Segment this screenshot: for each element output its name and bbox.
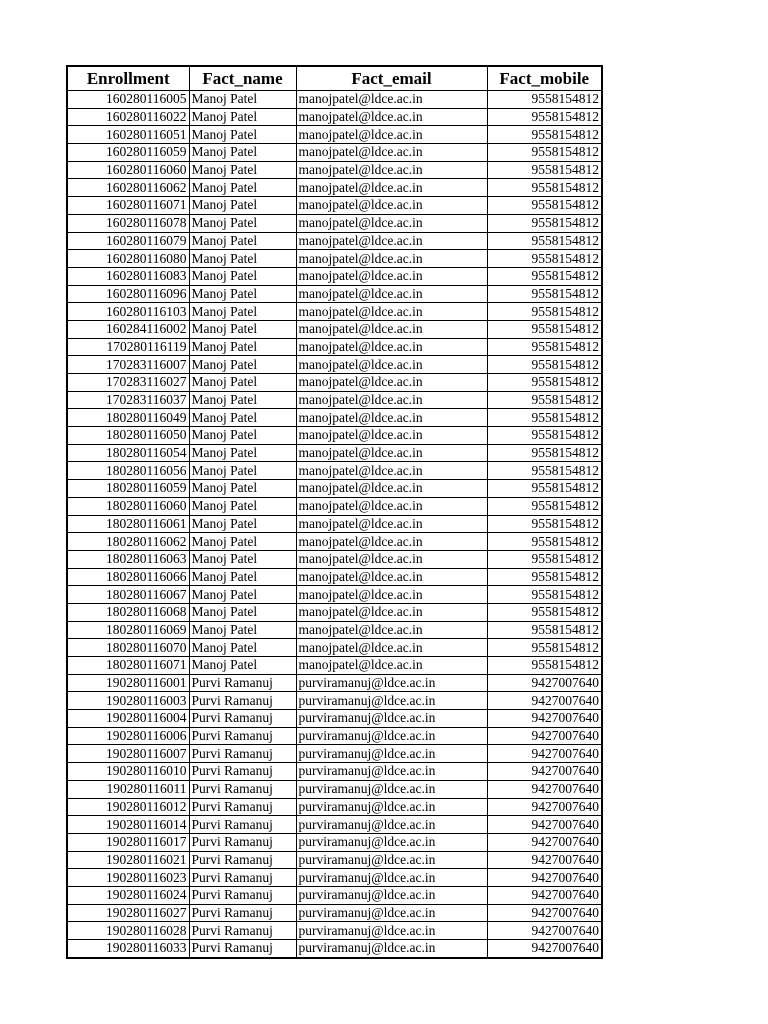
enrollment-cell: 160280116079 — [67, 232, 189, 250]
table-row — [67, 391, 602, 409]
fact-email-cell: manojpatel@ldce.ac.in — [296, 197, 487, 215]
table-row — [67, 869, 602, 887]
fact-mobile-cell: 9427007640 — [487, 869, 602, 887]
table-row — [67, 232, 602, 250]
table-row — [67, 922, 602, 940]
fact-name-cell: Purvi Ramanuj — [189, 816, 296, 834]
enrollment-cell: 160280116080 — [67, 250, 189, 268]
fact-mobile-cell: 9558154812 — [487, 126, 602, 144]
fact-name-cell: Purvi Ramanuj — [189, 904, 296, 922]
fact-mobile-cell: 9558154812 — [487, 639, 602, 657]
fact-name-cell: Manoj Patel — [189, 250, 296, 268]
enrollment-cell: 190280116004 — [67, 710, 189, 728]
fact-email-cell: manojpatel@ldce.ac.in — [296, 303, 487, 321]
fact-name-cell: Manoj Patel — [189, 303, 296, 321]
enrollment-cell: 190280116003 — [67, 692, 189, 710]
enrollment-cell: 190280116027 — [67, 904, 189, 922]
enrollment-cell: 170283116037 — [67, 391, 189, 409]
fact-name-cell: Manoj Patel — [189, 285, 296, 303]
fact-email-cell: manojpatel@ldce.ac.in — [296, 462, 487, 480]
fact-mobile-cell: 9558154812 — [487, 179, 602, 197]
fact-name-cell: Manoj Patel — [189, 603, 296, 621]
table-row — [67, 267, 602, 285]
table-row — [67, 816, 602, 834]
table-row — [67, 497, 602, 515]
enrollment-cell: 170283116007 — [67, 356, 189, 374]
faculty-table — [66, 65, 603, 959]
fact-email-cell: purviramanuj@ldce.ac.in — [296, 780, 487, 798]
enrollment-cell: 180280116069 — [67, 621, 189, 639]
enrollment-cell: 180280116062 — [67, 533, 189, 551]
fact-email-cell: manojpatel@ldce.ac.in — [296, 497, 487, 515]
table-row — [67, 161, 602, 179]
fact-email-cell: purviramanuj@ldce.ac.in — [296, 869, 487, 887]
table-row — [67, 409, 602, 427]
enrollment-cell: 190280116021 — [67, 851, 189, 869]
table-row — [67, 550, 602, 568]
enrollment-cell: 180280116056 — [67, 462, 189, 480]
table-row — [67, 462, 602, 480]
fact-name-cell: Manoj Patel — [189, 108, 296, 126]
table-row — [67, 338, 602, 356]
fact-mobile-cell: 9427007640 — [487, 745, 602, 763]
enrollment-cell: 160280116005 — [67, 91, 189, 109]
fact-name-cell: Manoj Patel — [189, 91, 296, 109]
fact-mobile-cell: 9427007640 — [487, 833, 602, 851]
fact-name-cell: Manoj Patel — [189, 267, 296, 285]
fact-mobile-cell: 9427007640 — [487, 780, 602, 798]
enrollment-cell: 190280116033 — [67, 940, 189, 958]
table-body — [67, 91, 602, 958]
enrollment-cell: 160280116103 — [67, 303, 189, 321]
enrollment-cell: 160280116059 — [67, 144, 189, 162]
fact-mobile-cell: 9427007640 — [487, 692, 602, 710]
fact-mobile-cell: 9558154812 — [487, 232, 602, 250]
fact-mobile-cell: 9558154812 — [487, 161, 602, 179]
fact-mobile-cell: 9558154812 — [487, 480, 602, 498]
fact-email-cell: manojpatel@ldce.ac.in — [296, 320, 487, 338]
table-row — [67, 904, 602, 922]
fact-mobile-cell: 9558154812 — [487, 497, 602, 515]
fact-mobile-cell: 9427007640 — [487, 816, 602, 834]
fact-email-cell: manojpatel@ldce.ac.in — [296, 409, 487, 427]
fact-name-cell: Manoj Patel — [189, 214, 296, 232]
fact-mobile-cell: 9558154812 — [487, 285, 602, 303]
fact-email-cell: manojpatel@ldce.ac.in — [296, 657, 487, 675]
fact-mobile-cell: 9427007640 — [487, 727, 602, 745]
fact-name-cell: Purvi Ramanuj — [189, 940, 296, 958]
fact-mobile-cell: 9558154812 — [487, 515, 602, 533]
enrollment-cell: 190280116011 — [67, 780, 189, 798]
table-row — [67, 197, 602, 215]
header-row — [67, 66, 602, 91]
fact-name-cell: Manoj Patel — [189, 144, 296, 162]
fact-email-cell: manojpatel@ldce.ac.in — [296, 267, 487, 285]
table-row — [67, 940, 602, 958]
fact-mobile-cell: 9427007640 — [487, 904, 602, 922]
fact-mobile-cell: 9558154812 — [487, 144, 602, 162]
fact-email-cell: manojpatel@ldce.ac.in — [296, 126, 487, 144]
table-row — [67, 480, 602, 498]
fact-email-cell: manojpatel@ldce.ac.in — [296, 550, 487, 568]
fact-mobile-cell: 9558154812 — [487, 356, 602, 374]
enrollment-cell: 160280116096 — [67, 285, 189, 303]
enrollment-cell: 160284116002 — [67, 320, 189, 338]
fact-mobile-cell: 9558154812 — [487, 657, 602, 675]
enrollment-cell: 190280116006 — [67, 727, 189, 745]
table-row — [67, 621, 602, 639]
fact-name-cell: Purvi Ramanuj — [189, 763, 296, 781]
header-fact-email: Fact_email — [296, 66, 487, 91]
table-row — [67, 674, 602, 692]
enrollment-cell: 160280116022 — [67, 108, 189, 126]
enrollment-cell: 180280116049 — [67, 409, 189, 427]
enrollment-cell: 190280116014 — [67, 816, 189, 834]
header-fact-name: Fact_name — [189, 66, 296, 91]
fact-name-cell: Purvi Ramanuj — [189, 780, 296, 798]
enrollment-cell: 190280116024 — [67, 886, 189, 904]
fact-email-cell: manojpatel@ldce.ac.in — [296, 480, 487, 498]
table-row — [67, 214, 602, 232]
fact-name-cell: Manoj Patel — [189, 462, 296, 480]
fact-email-cell: manojpatel@ldce.ac.in — [296, 161, 487, 179]
fact-email-cell: manojpatel@ldce.ac.in — [296, 108, 487, 126]
fact-mobile-cell: 9558154812 — [487, 586, 602, 604]
fact-email-cell: manojpatel@ldce.ac.in — [296, 144, 487, 162]
fact-name-cell: Purvi Ramanuj — [189, 727, 296, 745]
fact-email-cell: purviramanuj@ldce.ac.in — [296, 674, 487, 692]
table-row — [67, 833, 602, 851]
fact-email-cell: manojpatel@ldce.ac.in — [296, 391, 487, 409]
enrollment-cell: 160280116062 — [67, 179, 189, 197]
fact-name-cell: Manoj Patel — [189, 179, 296, 197]
table-row — [67, 763, 602, 781]
table-row — [67, 126, 602, 144]
fact-name-cell: Manoj Patel — [189, 497, 296, 515]
fact-mobile-cell: 9558154812 — [487, 338, 602, 356]
table-row — [67, 179, 602, 197]
table-row — [67, 639, 602, 657]
fact-name-cell: Purvi Ramanuj — [189, 692, 296, 710]
fact-email-cell: manojpatel@ldce.ac.in — [296, 515, 487, 533]
table-row — [67, 586, 602, 604]
enrollment-cell: 190280116017 — [67, 833, 189, 851]
fact-email-cell: manojpatel@ldce.ac.in — [296, 444, 487, 462]
fact-email-cell: manojpatel@ldce.ac.in — [296, 250, 487, 268]
table-row — [67, 657, 602, 675]
fact-email-cell: manojpatel@ldce.ac.in — [296, 338, 487, 356]
fact-mobile-cell: 9558154812 — [487, 568, 602, 586]
fact-email-cell: manojpatel@ldce.ac.in — [296, 374, 487, 392]
fact-mobile-cell: 9427007640 — [487, 798, 602, 816]
fact-mobile-cell: 9558154812 — [487, 462, 602, 480]
fact-name-cell: Manoj Patel — [189, 391, 296, 409]
fact-email-cell: purviramanuj@ldce.ac.in — [296, 886, 487, 904]
fact-name-cell: Purvi Ramanuj — [189, 674, 296, 692]
fact-mobile-cell: 9558154812 — [487, 374, 602, 392]
fact-mobile-cell: 9558154812 — [487, 444, 602, 462]
fact-email-cell: purviramanuj@ldce.ac.in — [296, 851, 487, 869]
enrollment-cell: 190280116007 — [67, 745, 189, 763]
enrollment-cell: 160280116083 — [67, 267, 189, 285]
fact-name-cell: Purvi Ramanuj — [189, 798, 296, 816]
fact-email-cell: manojpatel@ldce.ac.in — [296, 356, 487, 374]
fact-email-cell: manojpatel@ldce.ac.in — [296, 232, 487, 250]
fact-mobile-cell: 9558154812 — [487, 603, 602, 621]
table-row — [67, 320, 602, 338]
fact-mobile-cell: 9558154812 — [487, 550, 602, 568]
enrollment-cell: 190280116001 — [67, 674, 189, 692]
fact-email-cell: manojpatel@ldce.ac.in — [296, 285, 487, 303]
fact-name-cell: Manoj Patel — [189, 197, 296, 215]
table-row — [67, 250, 602, 268]
header-fact-mobile: Fact_mobile — [487, 66, 602, 91]
fact-name-cell: Manoj Patel — [189, 480, 296, 498]
fact-email-cell: manojpatel@ldce.ac.in — [296, 91, 487, 109]
enrollment-cell: 170280116119 — [67, 338, 189, 356]
fact-email-cell: purviramanuj@ldce.ac.in — [296, 940, 487, 958]
fact-name-cell: Manoj Patel — [189, 126, 296, 144]
table-row — [67, 144, 602, 162]
fact-email-cell: purviramanuj@ldce.ac.in — [296, 833, 487, 851]
enrollment-cell: 160280116071 — [67, 197, 189, 215]
fact-email-cell: purviramanuj@ldce.ac.in — [296, 763, 487, 781]
fact-mobile-cell: 9558154812 — [487, 320, 602, 338]
fact-name-cell: Manoj Patel — [189, 639, 296, 657]
fact-email-cell: purviramanuj@ldce.ac.in — [296, 710, 487, 728]
fact-name-cell: Manoj Patel — [189, 533, 296, 551]
fact-name-cell: Purvi Ramanuj — [189, 851, 296, 869]
enrollment-cell: 160280116051 — [67, 126, 189, 144]
fact-email-cell: manojpatel@ldce.ac.in — [296, 427, 487, 445]
enrollment-cell: 180280116061 — [67, 515, 189, 533]
table-row — [67, 108, 602, 126]
table-row — [67, 886, 602, 904]
fact-name-cell: Manoj Patel — [189, 586, 296, 604]
fact-name-cell: Manoj Patel — [189, 515, 296, 533]
fact-email-cell: purviramanuj@ldce.ac.in — [296, 798, 487, 816]
fact-mobile-cell: 9427007640 — [487, 851, 602, 869]
fact-email-cell: manojpatel@ldce.ac.in — [296, 533, 487, 551]
enrollment-cell: 180280116071 — [67, 657, 189, 675]
fact-email-cell: purviramanuj@ldce.ac.in — [296, 692, 487, 710]
table-row — [67, 374, 602, 392]
fact-name-cell: Manoj Patel — [189, 409, 296, 427]
table-row — [67, 515, 602, 533]
fact-name-cell: Purvi Ramanuj — [189, 869, 296, 887]
fact-mobile-cell: 9558154812 — [487, 303, 602, 321]
enrollment-cell: 180280116063 — [67, 550, 189, 568]
table-row — [67, 303, 602, 321]
table-row — [67, 798, 602, 816]
table-row — [67, 710, 602, 728]
enrollment-cell: 180280116054 — [67, 444, 189, 462]
table-row — [67, 568, 602, 586]
fact-email-cell: manojpatel@ldce.ac.in — [296, 586, 487, 604]
fact-name-cell: Manoj Patel — [189, 320, 296, 338]
fact-mobile-cell: 9427007640 — [487, 886, 602, 904]
table-row — [67, 603, 602, 621]
fact-email-cell: purviramanuj@ldce.ac.in — [296, 745, 487, 763]
fact-mobile-cell: 9558154812 — [487, 91, 602, 109]
fact-name-cell: Purvi Ramanuj — [189, 922, 296, 940]
fact-mobile-cell: 9558154812 — [487, 197, 602, 215]
fact-name-cell: Manoj Patel — [189, 657, 296, 675]
table-row — [67, 727, 602, 745]
enrollment-cell: 180280116050 — [67, 427, 189, 445]
fact-email-cell: manojpatel@ldce.ac.in — [296, 214, 487, 232]
fact-email-cell: manojpatel@ldce.ac.in — [296, 568, 487, 586]
fact-name-cell: Manoj Patel — [189, 338, 296, 356]
fact-name-cell: Manoj Patel — [189, 161, 296, 179]
fact-name-cell: Purvi Ramanuj — [189, 886, 296, 904]
fact-email-cell: purviramanuj@ldce.ac.in — [296, 904, 487, 922]
fact-name-cell: Manoj Patel — [189, 621, 296, 639]
fact-email-cell: manojpatel@ldce.ac.in — [296, 639, 487, 657]
enrollment-cell: 170283116027 — [67, 374, 189, 392]
enrollment-cell: 180280116060 — [67, 497, 189, 515]
enrollment-cell: 180280116067 — [67, 586, 189, 604]
table-row — [67, 356, 602, 374]
enrollment-cell: 180280116059 — [67, 480, 189, 498]
fact-mobile-cell: 9558154812 — [487, 409, 602, 427]
fact-email-cell: manojpatel@ldce.ac.in — [296, 179, 487, 197]
fact-name-cell: Manoj Patel — [189, 374, 296, 392]
fact-mobile-cell: 9427007640 — [487, 763, 602, 781]
enrollment-cell: 160280116078 — [67, 214, 189, 232]
fact-email-cell: purviramanuj@ldce.ac.in — [296, 816, 487, 834]
fact-name-cell: Manoj Patel — [189, 232, 296, 250]
enrollment-cell: 180280116068 — [67, 603, 189, 621]
fact-mobile-cell: 9558154812 — [487, 250, 602, 268]
table-row — [67, 285, 602, 303]
fact-mobile-cell: 9427007640 — [487, 940, 602, 958]
fact-name-cell: Purvi Ramanuj — [189, 745, 296, 763]
enrollment-cell: 190280116012 — [67, 798, 189, 816]
enrollment-cell: 180280116070 — [67, 639, 189, 657]
fact-mobile-cell: 9427007640 — [487, 710, 602, 728]
fact-mobile-cell: 9558154812 — [487, 108, 602, 126]
fact-mobile-cell: 9427007640 — [487, 922, 602, 940]
enrollment-cell: 190280116028 — [67, 922, 189, 940]
enrollment-cell: 190280116023 — [67, 869, 189, 887]
table-row — [67, 851, 602, 869]
fact-mobile-cell: 9427007640 — [487, 674, 602, 692]
table-row — [67, 427, 602, 445]
fact-mobile-cell: 9558154812 — [487, 267, 602, 285]
fact-name-cell: Manoj Patel — [189, 356, 296, 374]
fact-name-cell: Purvi Ramanuj — [189, 710, 296, 728]
table-row — [67, 444, 602, 462]
table-row — [67, 780, 602, 798]
header-enrollment: Enrollment — [67, 66, 189, 91]
fact-name-cell: Manoj Patel — [189, 568, 296, 586]
fact-email-cell: manojpatel@ldce.ac.in — [296, 603, 487, 621]
fact-mobile-cell: 9558154812 — [487, 391, 602, 409]
fact-mobile-cell: 9558154812 — [487, 427, 602, 445]
fact-name-cell: Manoj Patel — [189, 550, 296, 568]
fact-mobile-cell: 9558154812 — [487, 214, 602, 232]
fact-name-cell: Purvi Ramanuj — [189, 833, 296, 851]
table-row — [67, 692, 602, 710]
fact-email-cell: manojpatel@ldce.ac.in — [296, 621, 487, 639]
enrollment-cell: 180280116066 — [67, 568, 189, 586]
fact-mobile-cell: 9558154812 — [487, 533, 602, 551]
enrollment-cell: 190280116010 — [67, 763, 189, 781]
table-row — [67, 533, 602, 551]
table-row — [67, 745, 602, 763]
fact-mobile-cell: 9558154812 — [487, 621, 602, 639]
fact-name-cell: Manoj Patel — [189, 427, 296, 445]
fact-email-cell: purviramanuj@ldce.ac.in — [296, 727, 487, 745]
fact-email-cell: purviramanuj@ldce.ac.in — [296, 922, 487, 940]
fact-name-cell: Manoj Patel — [189, 444, 296, 462]
table-row — [67, 91, 602, 109]
enrollment-cell: 160280116060 — [67, 161, 189, 179]
